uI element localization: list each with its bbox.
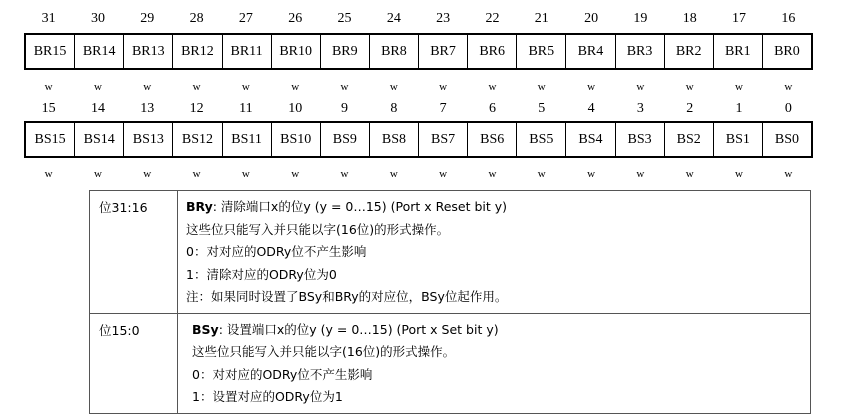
register-field: BS0 — [762, 123, 811, 156]
access-type: w — [340, 81, 349, 93]
field-title-text: : 清除端口x的位y (y = 0…15) (Port x Reset bit y) — [212, 199, 508, 214]
register-high-half — [24, 33, 813, 70]
access-type: w — [537, 81, 546, 93]
register-field: BR12 — [172, 35, 221, 68]
high-access-row — [24, 81, 813, 93]
access-type: w — [291, 81, 300, 93]
access-type: w — [93, 81, 102, 93]
field-title — [186, 196, 810, 219]
register-field: BS9 — [320, 123, 369, 156]
bit-number: 19 — [633, 11, 648, 26]
register-field: BR7 — [418, 35, 467, 68]
access-type: w — [735, 168, 743, 180]
access-type: w — [439, 81, 448, 93]
register-field: BS8 — [369, 123, 418, 156]
bit-number: 11 — [239, 101, 253, 116]
bit-description — [178, 313, 811, 413]
access-type: w — [192, 81, 201, 93]
access-type: w — [537, 168, 546, 180]
register-field: BS15 — [34, 131, 66, 147]
access-type: w — [241, 81, 250, 93]
field-title-text: : 设置端口x的位y (y = 0…15) (Port x Set bit y) — [218, 321, 499, 337]
access-type: w — [241, 168, 250, 180]
bit-number: 2 — [686, 101, 694, 116]
bit-number: 0 — [784, 101, 792, 116]
register-field: BR6 — [467, 35, 516, 68]
access-type: w — [784, 168, 793, 180]
register-field: BS14 — [74, 123, 123, 156]
access-type: w — [93, 168, 102, 180]
bit-number: 16 — [781, 11, 796, 26]
high-bit-numbers — [24, 11, 813, 27]
register-field: BS5 — [516, 123, 565, 156]
register-field: BS7 — [418, 123, 467, 156]
description-line: 0：对对应的ODRy位不产生影响 — [186, 244, 367, 259]
access-type: w — [636, 168, 645, 180]
register-field: BS3 — [615, 123, 664, 156]
access-type: w — [340, 168, 349, 180]
bit-number: 8 — [390, 101, 398, 116]
description-line: 0：对对应的ODRy位不产生影响 — [192, 366, 373, 382]
low-bit-numbers — [24, 101, 813, 117]
register-field: BR13 — [123, 35, 172, 68]
bit-number: 14 — [90, 101, 105, 116]
access-type: w — [439, 168, 448, 180]
bit-description-table — [89, 190, 811, 414]
bit-number: 20 — [584, 11, 599, 26]
register-field: BR2 — [664, 35, 713, 68]
bit-number: 28 — [189, 11, 204, 26]
access-type: w — [143, 168, 152, 180]
access-type: w — [389, 81, 398, 93]
register-field: BS12 — [172, 123, 221, 156]
access-type: w — [389, 168, 398, 180]
register-field: BR9 — [320, 35, 369, 68]
register-field: BR15 — [33, 43, 67, 59]
field-title — [192, 319, 810, 342]
access-type: w — [784, 81, 793, 93]
register-field: BS4 — [565, 123, 614, 156]
access-type: w — [44, 81, 53, 93]
register-field: BR3 — [615, 35, 664, 68]
field-name: BRy — [186, 199, 213, 214]
register-field: BR10 — [271, 35, 320, 68]
bit-number: 10 — [288, 101, 303, 116]
bit-number: 13 — [140, 101, 155, 116]
register-low-half — [24, 121, 813, 158]
access-type: w — [143, 81, 152, 93]
description-line: 这些位只能写入并只能以字(16位)的形式操作。 — [186, 221, 450, 237]
table-row — [90, 191, 811, 314]
register-field: BS13 — [123, 123, 172, 156]
access-type: w — [636, 81, 645, 93]
bit-number: 31 — [41, 11, 56, 26]
register-field: BS6 — [467, 123, 516, 156]
access-type: w — [587, 168, 596, 180]
bit-number: 7 — [439, 101, 447, 116]
bit-range: 位31:16 — [90, 191, 178, 314]
register-field: BS10 — [271, 123, 320, 156]
register-field: BR1 — [713, 35, 762, 68]
bit-range: 位15:0 — [90, 313, 178, 413]
bit-number: 23 — [436, 11, 451, 26]
bit-number: 22 — [485, 11, 500, 26]
register-field: BR11 — [222, 35, 271, 68]
bit-number: 4 — [587, 101, 595, 116]
bit-number: 12 — [189, 101, 204, 116]
bit-number: 18 — [682, 11, 697, 26]
bit-number: 17 — [732, 11, 747, 26]
bit-number: 3 — [636, 101, 644, 116]
bit-number: 9 — [341, 101, 349, 116]
bit-number: 29 — [140, 11, 155, 26]
description-line: 1：清除对应的ODRy位为0 — [186, 266, 337, 282]
register-field: BS2 — [664, 123, 713, 156]
bit-number: 24 — [386, 11, 401, 26]
bit-number: 1 — [735, 101, 743, 116]
bit-number: 25 — [337, 11, 352, 26]
bit-number: 5 — [538, 101, 546, 116]
access-type: w — [192, 168, 201, 180]
bit-number: 27 — [238, 11, 253, 26]
register-field: BR14 — [74, 35, 123, 68]
bit-description — [178, 191, 811, 314]
description-line: 这些位只能写入并只能以字(16位)的形式操作。 — [192, 344, 456, 359]
field-name: BSy — [192, 321, 219, 337]
access-type: w — [685, 168, 694, 180]
bit-number: 30 — [90, 11, 105, 26]
low-access-row — [24, 168, 813, 180]
access-type: w — [685, 81, 694, 93]
access-type: w — [735, 81, 743, 93]
register-field: BR0 — [762, 35, 811, 68]
access-type: w — [488, 81, 497, 93]
access-type: w — [44, 168, 53, 180]
access-type: w — [587, 81, 596, 93]
register-field: BS1 — [713, 123, 762, 156]
bit-number: 15 — [41, 101, 56, 116]
bit-number: 26 — [288, 11, 303, 26]
description-note: 注：如果同时设置了BSy和BRy的对应位，BSy位起作用。 — [186, 289, 508, 304]
access-type: w — [291, 168, 300, 180]
access-type: w — [488, 168, 497, 180]
register-field: BR5 — [516, 35, 565, 68]
bit-number: 6 — [488, 101, 496, 116]
register-field: BR4 — [565, 35, 614, 68]
register-field: BS11 — [222, 123, 271, 156]
description-line: 1：设置对应的ODRy位为1 — [192, 389, 343, 404]
table-row — [90, 313, 811, 413]
bit-number: 21 — [534, 11, 549, 26]
register-field: BR8 — [369, 35, 418, 68]
